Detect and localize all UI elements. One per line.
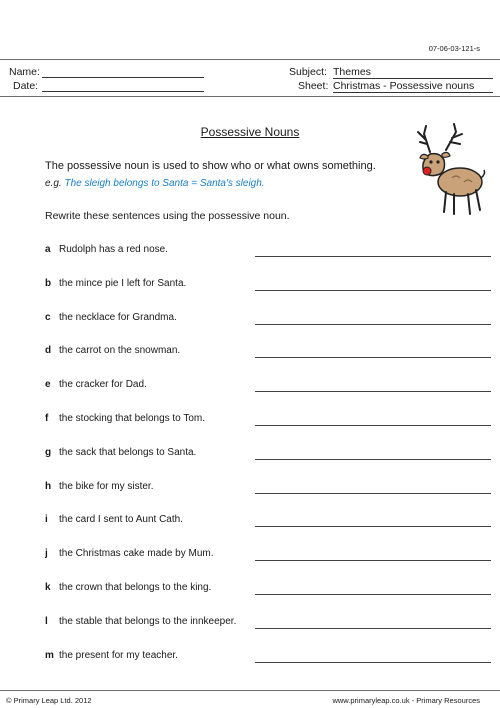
example-prefix: e.g. <box>45 178 62 189</box>
question-letter: d <box>45 345 52 357</box>
subject-label: Subject: <box>289 66 327 78</box>
question-text: the sack that belongs to Santa. <box>59 446 197 458</box>
question-item <box>45 548 214 564</box>
answer-line[interactable] <box>255 459 491 460</box>
answer-line[interactable] <box>255 425 491 426</box>
footer-rule <box>0 690 500 691</box>
question-item <box>45 616 236 632</box>
subject-value: Themes <box>333 66 493 79</box>
question-letter: k <box>45 582 51 593</box>
answer-line[interactable] <box>255 324 491 325</box>
question-letter: b <box>45 277 52 289</box>
question-letter: l <box>45 615 48 627</box>
header-bottom-rule <box>0 96 500 97</box>
date-label: Date: <box>13 80 39 92</box>
answer-line[interactable] <box>255 256 491 257</box>
question-text: the necklace for Grandma. <box>59 311 177 323</box>
footer-copyright: © Primary Leap Ltd. 2012 <box>6 696 92 705</box>
intro-text: The possessive noun is used to show who or what owns something. <box>45 160 376 172</box>
example-text <box>45 178 265 189</box>
question-text: the crown that belongs to the king. <box>59 582 212 593</box>
question-text: the cracker for Dad. <box>59 379 147 391</box>
question-text: the stocking that belongs to Tom. <box>59 413 206 424</box>
question-letter: m <box>45 649 54 661</box>
footer-website: www.primaryleap.co.uk - Primary Resources <box>332 696 480 705</box>
question-letter: e <box>45 379 51 391</box>
question-item <box>45 650 178 666</box>
answer-line[interactable] <box>255 493 491 494</box>
question-text: the carrot on the snowman. <box>59 345 181 357</box>
question-item <box>45 582 211 598</box>
question-item <box>45 244 168 260</box>
question-letter: i <box>45 514 48 526</box>
answer-line[interactable] <box>255 357 491 358</box>
answer-line[interactable] <box>255 594 491 595</box>
question-letter: g <box>45 446 52 458</box>
sheet-value: Christmas - Possessive nouns <box>333 80 493 93</box>
question-text: the mince pie I left for Santa. <box>59 277 187 289</box>
worksheet-title: Possessive Nouns <box>200 125 300 139</box>
question-letter: f <box>45 413 49 424</box>
question-item <box>45 312 177 328</box>
question-item <box>45 379 147 395</box>
sheet-label: Sheet: <box>298 80 329 92</box>
answer-line[interactable] <box>255 628 491 629</box>
sheet-code: 07-06-03-121-s <box>428 44 480 53</box>
question-item <box>45 413 205 429</box>
question-letter: j <box>45 548 48 560</box>
question-text: the bike for my sister. <box>59 480 154 492</box>
question-text: Rudolph has a red nose. <box>59 244 168 255</box>
question-text: the Christmas cake made by Mum. <box>59 548 214 560</box>
answer-line[interactable] <box>255 560 491 561</box>
instruction-text: Rewrite these sentences using the possessive noun. <box>45 210 290 222</box>
question-item <box>45 481 153 497</box>
name-label: Name: <box>9 66 40 78</box>
question-item <box>45 514 183 530</box>
question-item <box>45 447 196 463</box>
name-field[interactable] <box>42 67 204 78</box>
answer-line[interactable] <box>255 662 491 663</box>
question-letter: c <box>45 311 51 323</box>
question-letter: h <box>45 480 52 492</box>
question-item <box>45 278 186 294</box>
answer-line[interactable] <box>255 290 491 291</box>
answer-line[interactable] <box>255 526 491 527</box>
question-item <box>45 345 180 361</box>
question-text: the present for my teacher. <box>59 649 178 661</box>
question-text: the stable that belongs to the innkeeper. <box>59 615 237 627</box>
example-sentence: The sleigh belongs to Santa = Santa's sleigh. <box>64 178 265 189</box>
reindeer-icon <box>400 122 490 222</box>
question-text: the card I sent to Aunt Cath. <box>59 514 183 526</box>
answer-line[interactable] <box>255 391 491 392</box>
date-field[interactable] <box>42 81 204 92</box>
header-top-rule <box>0 59 500 60</box>
question-letter: a <box>45 244 51 255</box>
